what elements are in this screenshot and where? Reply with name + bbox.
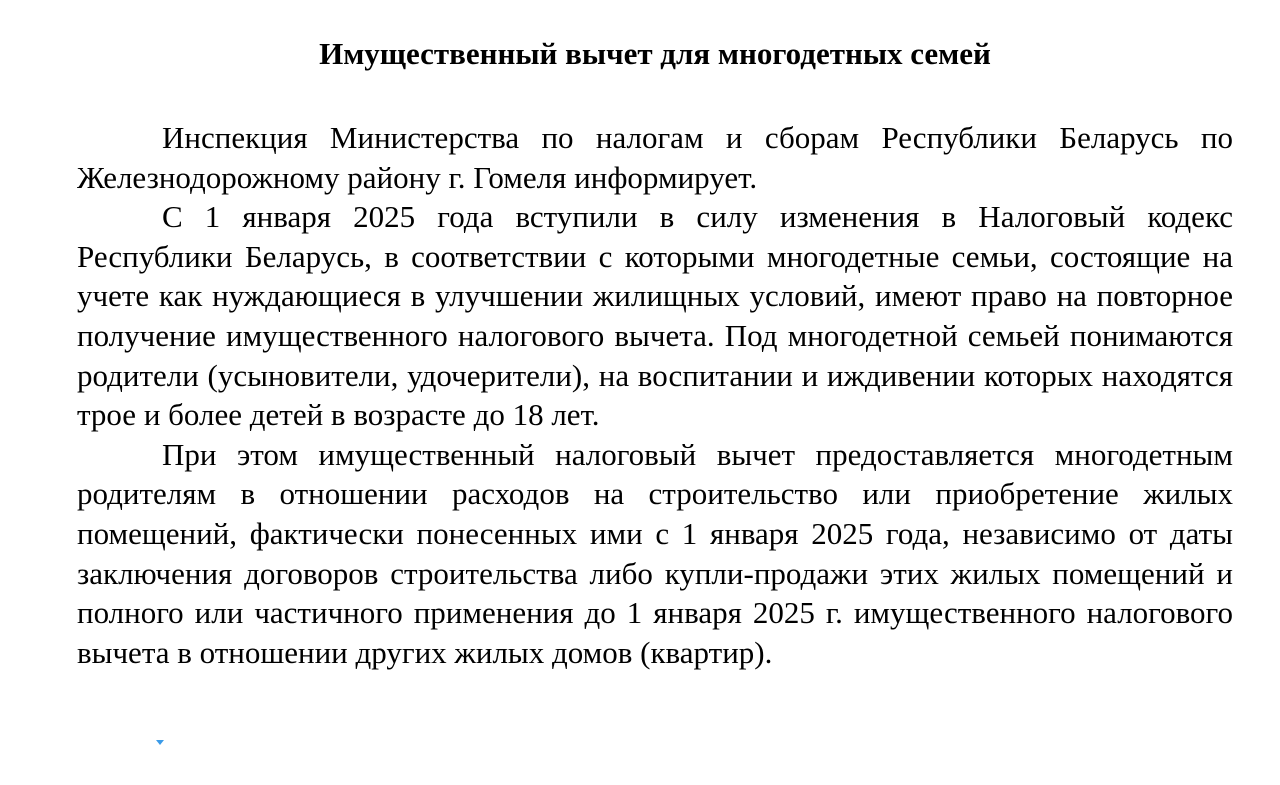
paragraph-intro: Инспекция Министерства по налогам и сборам Республики Беларусь по Железнодорожному району г. Гомеля информирует. — [77, 120, 1233, 195]
paragraph-changes: С 1 января 2025 года вступили в силу изменения в Налоговый кодекс Республики Беларусь, в соответствии с которыми многодетные семьи, состоящие на учете как нуждающиеся в улучшении жилищных условий, имеют право на повторное получение имущественного налогового вычета. Под многодетной семьей понимаются родители (усыновители, удочерители), на воспитании и иждивении которых находятся трое и более детей в возрасте до 18 лет. — [77, 199, 1233, 433]
document-page — [77, 30, 1233, 672]
text-cursor-marker-icon — [156, 740, 164, 745]
document-title: Имущественный вычет для многодетных семей — [319, 36, 991, 71]
title-spacer — [77, 78, 1233, 118]
paragraph-conditions: При этом имущественный налоговый вычет предоставляется многодетным родителям в отношении расходов на строительство или приобретение жилых помещений, фактически понесенных ими с 1 января 2025 года, независимо от даты заключения договоров строительства либо купли-продажи этих жилых помещений и полного или частичного применения до 1 января 2025 г. имущественного налогового вычета в отношении других жилых домов (квартир). — [77, 436, 1233, 670]
